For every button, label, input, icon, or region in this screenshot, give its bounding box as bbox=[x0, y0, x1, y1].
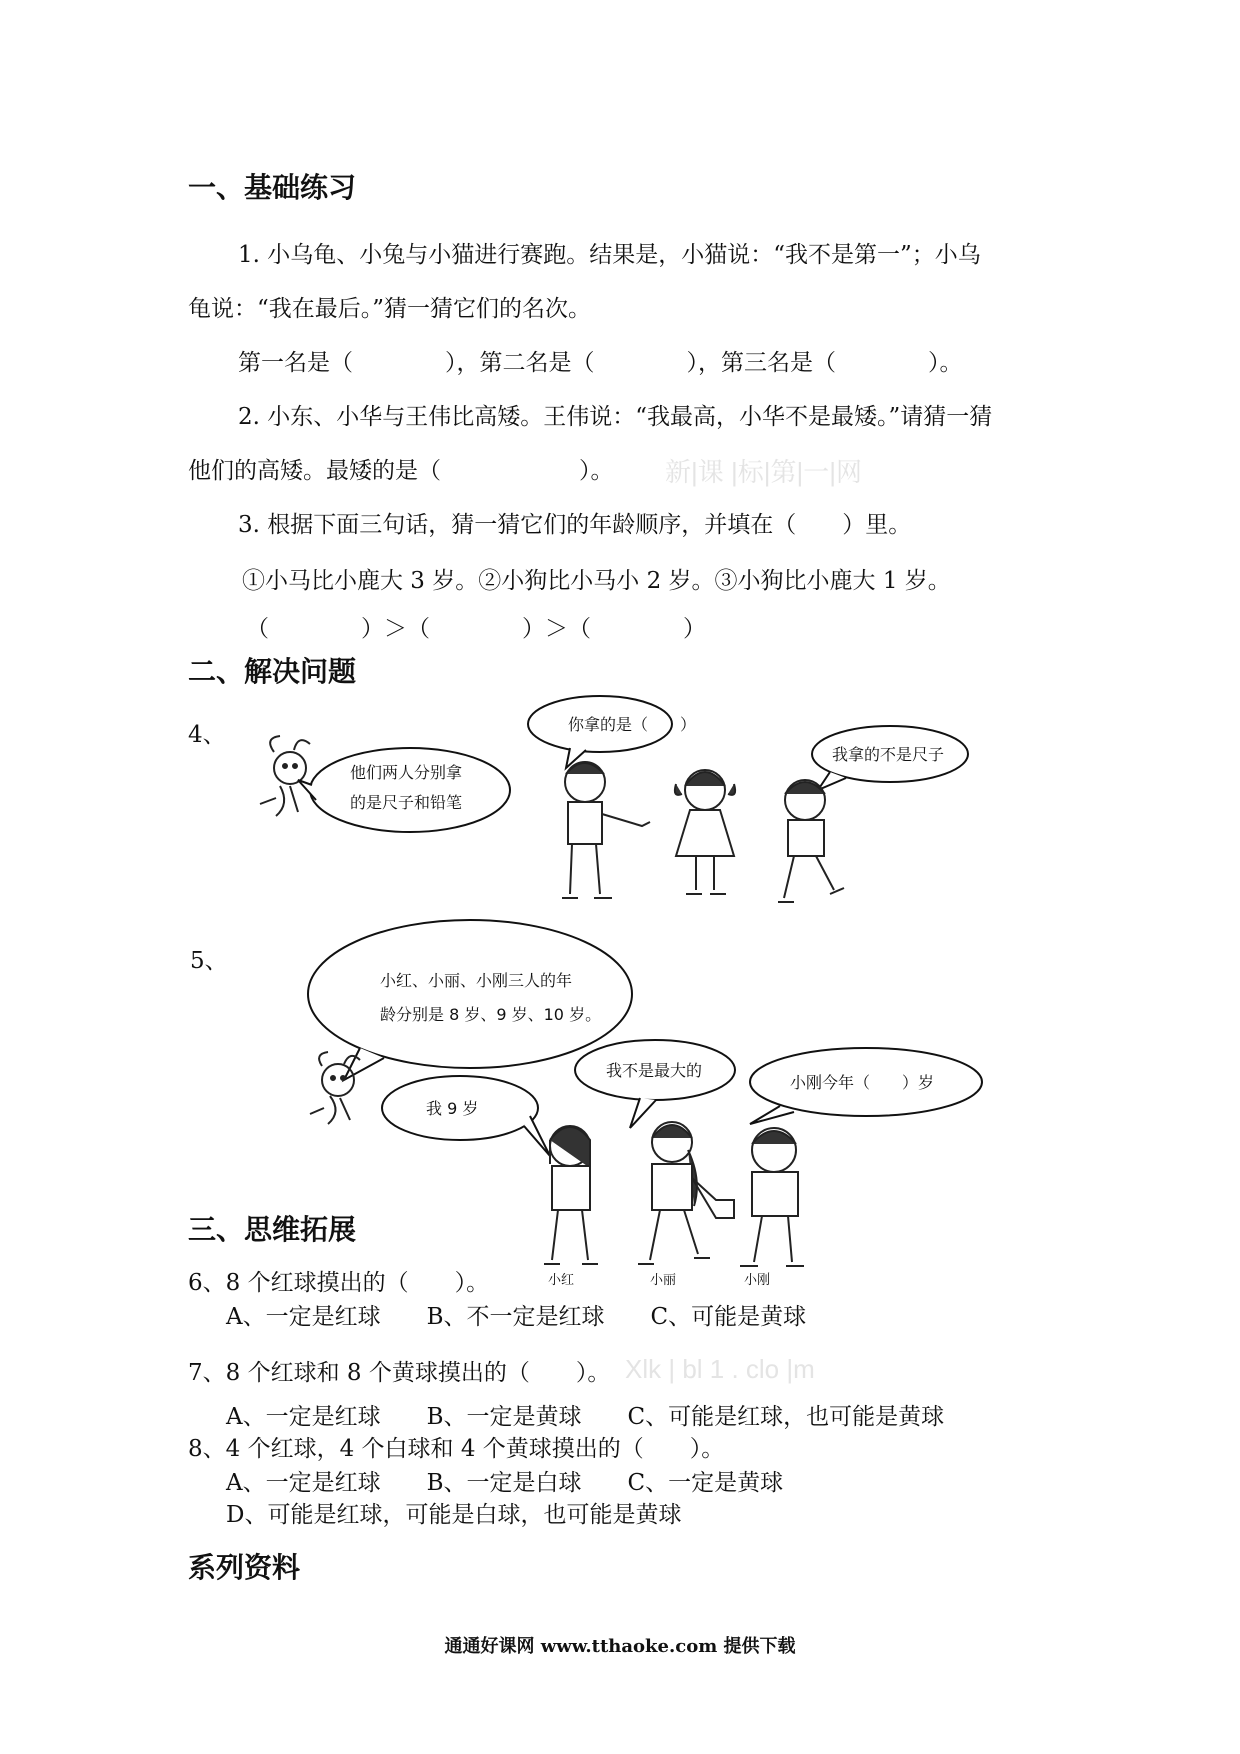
bubble-xiaohong-text: 我 9 岁 bbox=[426, 1099, 479, 1118]
question-3-line-2: ①小马比小鹿大 3 岁。②小狗比小马小 2 岁。③小狗比小鹿大 1 岁。 bbox=[242, 568, 951, 594]
question-2-line-2: 他们的高矮。最矮的是（ ）。 bbox=[188, 458, 614, 484]
page-footer: 通通好课网 www.tthaoke.com 提供下载 bbox=[444, 1636, 796, 1657]
question-2-line-1: 2. 小东、小华与王伟比高矮。王伟说：“我最高，小华不是最矮。”请猜一猜 bbox=[238, 404, 993, 430]
girl-figure bbox=[675, 770, 735, 894]
bubble-xiaogang-text: 小刚今年（ ）岁 bbox=[790, 1073, 935, 1092]
xiaoli-figure bbox=[638, 1122, 734, 1264]
question-8-options-2: D、可能是红球，可能是白球，也可能是黄球 bbox=[226, 1502, 682, 1528]
bubble-fairy-text-1: 他们两人分别拿 bbox=[350, 763, 463, 782]
section-heading-basic: 一、基础练习 bbox=[188, 171, 357, 204]
question-1-answer-line: 第一名是（ ），第二名是（ ），第三名是（ ）。 bbox=[238, 350, 963, 376]
question-4-number: 4、 bbox=[188, 722, 226, 748]
boy-pointing-figure bbox=[562, 762, 650, 898]
bubble-fairy-large-text-2: 龄分别是 8 岁、9 岁、10 岁。 bbox=[380, 1005, 602, 1024]
name-label-xiaoli: 小丽 bbox=[650, 1273, 677, 1288]
speech-bubble-fairy bbox=[310, 748, 510, 832]
bubble-boy-2-text: 我拿的不是尺子 bbox=[832, 745, 945, 764]
fairy-figure bbox=[260, 736, 310, 816]
question-7-options: A、一定是红球 B、一定是黄球 C、可能是红球，也可能是黄球 bbox=[226, 1404, 945, 1430]
watermark-text: 新|课 |标|第|一|网 bbox=[665, 457, 862, 487]
question-5-illustration bbox=[300, 910, 1060, 1290]
bubble-xiaoli-text: 我不是最大的 bbox=[606, 1061, 703, 1080]
question-5-number: 5、 bbox=[190, 948, 228, 974]
bubble-boy-1-text: 你拿的是（ ） bbox=[568, 715, 697, 734]
question-3-answer-line: （ ）＞（ ）＞（ ） bbox=[246, 616, 706, 642]
question-4-illustration bbox=[250, 690, 970, 915]
question-3-line-1: 3. 根据下面三句话，猜一猜它们的年龄顺序，并填在（ ）里。 bbox=[238, 512, 912, 538]
section-heading-thinking: 三、思维拓展 bbox=[188, 1213, 357, 1246]
speech-bubble-fairy-large bbox=[308, 920, 632, 1068]
question-6-options: A、一定是红球 B、不一定是红球 C、可能是黄球 bbox=[226, 1304, 807, 1330]
section-heading-solve: 二、解决问题 bbox=[188, 655, 357, 688]
name-label-xiaohong: 小红 bbox=[548, 1273, 575, 1288]
question-6-stem: 6、8 个红球摸出的（ ）。 bbox=[188, 1270, 490, 1296]
bubble-fairy-large-text-1: 小红、小丽、小刚三人的年 bbox=[380, 971, 573, 990]
question-1-line-2: 龟说：“我在最后。”猜一猜它们的名次。 bbox=[188, 296, 592, 322]
name-label-xiaogang: 小刚 bbox=[744, 1273, 771, 1288]
boy-walking-figure bbox=[778, 780, 844, 902]
question-8-stem: 8、4 个红球，4 个白球和 4 个黄球摸出的（ ）。 bbox=[188, 1436, 725, 1462]
question-1-line-1: 1. 小乌龟、小兔与小猫进行赛跑。结果是，小猫说：“我不是第一”；小乌 bbox=[238, 242, 981, 268]
xiaogang-figure bbox=[740, 1128, 804, 1266]
question-7-stem: 7、8 个红球和 8 个黄球摸出的（ ）。 bbox=[188, 1360, 611, 1386]
section-heading-series: 系列资料 bbox=[188, 1551, 301, 1584]
question-8-options-1: A、一定是红球 B、一定是白球 C、一定是黄球 bbox=[226, 1470, 784, 1496]
xiaohong-figure bbox=[544, 1126, 598, 1264]
bubble-fairy-text-2: 的是尺子和铅笔 bbox=[350, 793, 463, 812]
watermark-text-2: Xlk | bl 1 . clo |m bbox=[625, 1354, 815, 1384]
